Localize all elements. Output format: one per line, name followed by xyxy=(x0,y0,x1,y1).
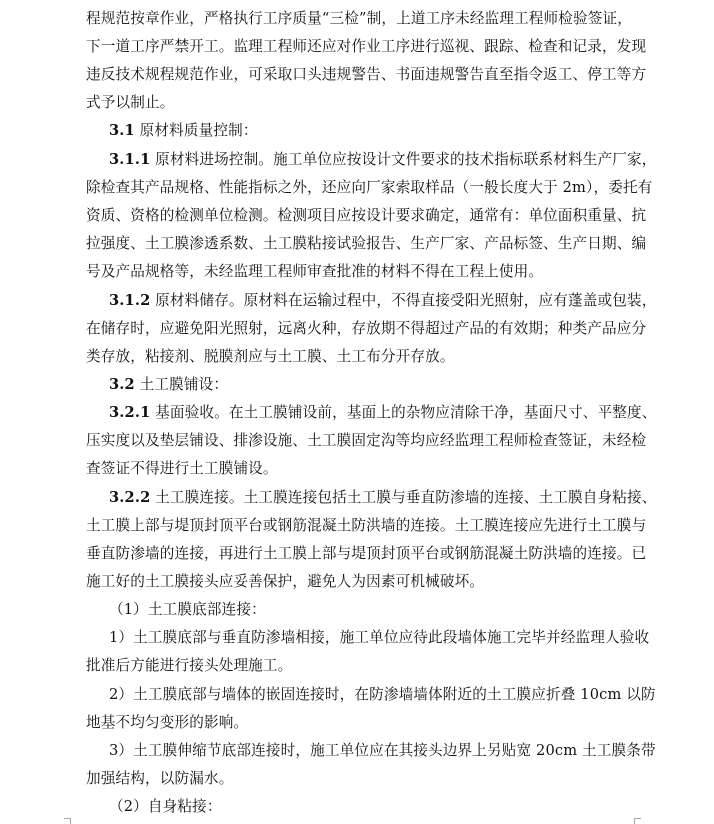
text-line: 违反技术规程规范作业，可采取口头违规警告、书面违规警告直至指令返工、停工等方 xyxy=(86,66,647,83)
text-line: 查签证不得进行土工膜铺设。 xyxy=(86,460,278,477)
text-line: 批准后方能进行接头处理施工。 xyxy=(86,657,293,674)
section-number: 3.1.1 xyxy=(109,151,151,168)
section-number: 3.2.1 xyxy=(109,404,151,421)
paragraph-3-1-2-first-line xyxy=(109,291,656,311)
section-number: 3.2 xyxy=(109,376,135,393)
section-number: 3.1 xyxy=(109,122,135,139)
text-line: 式予以制止。 xyxy=(86,94,175,111)
text-line: 地基不均匀变形的影响。 xyxy=(86,714,249,731)
text-line: 在储存时，应避免阳光照射，远离火种，存放期不得超过产品的有效期；种类产品应分 xyxy=(86,320,647,337)
text-line: 号及产品规格等，未经监理工程师审查批准的材料不得在工程上使用。 xyxy=(86,263,544,280)
text-line: 资质、资格的检测单位检测。检测项目应按设计要求确定，通常有：单位面积重量、抗 xyxy=(86,207,647,224)
text-line: 土工膜上部与堤顶封顶平台或钢筋混凝土防洪墙的连接。土工膜连接应先进行土工膜与 xyxy=(86,517,647,534)
text-line: 拉强度、土工膜渗透系数、土工膜粘接试验报告、生产厂家、产品标签、生产日期、编 xyxy=(86,235,647,252)
section-heading-3-2 xyxy=(109,375,228,395)
text-line: 除检查其产品规格、性能指标之外，还应向厂家索取样品（一般长度大于 2m），委托有 xyxy=(86,179,653,196)
text-line: 加强结构，以防漏水。 xyxy=(86,770,234,787)
crop-mark-bottom-left-h xyxy=(64,818,71,819)
crop-mark-bottom-right-h xyxy=(634,818,641,819)
text-line: 施工好的土工膜接头应妥善保护，避免人为因素可机械破坏。 xyxy=(86,573,485,590)
text-line: 下一道工序严禁开工。监理工程师还应对作业工序进行巡视、跟踪、检查和记录，发现 xyxy=(86,38,647,55)
paragraph-text: 土工膜连接。土工膜连接包括土工膜与垂直防渗墙的连接、土工膜自身粘接、 xyxy=(150,489,657,506)
list-item-first-line: 2）土工膜底部与墙体的嵌固连接时，在防渗墙墙体附近的土工膜应折叠 10cm 以防 xyxy=(109,686,656,703)
paragraph-3-1-1-first-line xyxy=(109,150,656,170)
paragraph-text: 原材料进场控制。施工单位应按设计文件要求的技术指标联系材料生产厂家， xyxy=(150,151,657,168)
text-line: 垂直防渗墙的连接，再进行土工膜上部与堤顶封顶平台或钢筋混凝土防洪墙的连接。已 xyxy=(86,545,647,562)
section-number: 3.2.2 xyxy=(109,489,151,506)
paragraph-3-2-2-first-line xyxy=(109,488,656,508)
section-title: 土工膜铺设： xyxy=(134,376,229,393)
list-item-first-line: 3）土工膜伸缩节底部连接时，施工单位应在其接头边界上另贴宽 20cm 土工膜条带 xyxy=(109,742,656,759)
text-line: 程规范按章作业，严格执行工序质量“三检”制，上道工序未经监理工程师检验签证， xyxy=(86,10,632,27)
subheading-self-bonding: （2）自身粘接： xyxy=(109,798,222,815)
subheading-bottom-connection: （1）土工膜底部连接： xyxy=(109,601,266,618)
paragraph-3-2-1-first-line xyxy=(109,403,656,423)
text-line: 压实度以及垫层铺设、排渗设施、土工膜固定沟等均应经监理工程师检查签证，未经检 xyxy=(86,432,647,449)
paragraph-text: 原材料储存。原材料在运输过程中，不得直接受阳光照射，应有蓬盖或包装， xyxy=(150,292,657,309)
section-title: 原材料质量控制： xyxy=(134,122,258,139)
list-item-first-line: 1）土工膜底部与垂直防渗墙相接，施工单位应待此段墙体施工完毕并经监理人验收 xyxy=(109,629,650,646)
section-number: 3.1.2 xyxy=(109,292,151,309)
paragraph-text: 基面验收。在土工膜铺设前，基面上的杂物应清除干净，基面尺寸、平整度、 xyxy=(150,404,657,421)
section-heading-3-1 xyxy=(109,121,258,141)
text-line: 类存放，粘接剂、脱膜剂应与土工膜、土工布分开存放。 xyxy=(86,348,455,365)
